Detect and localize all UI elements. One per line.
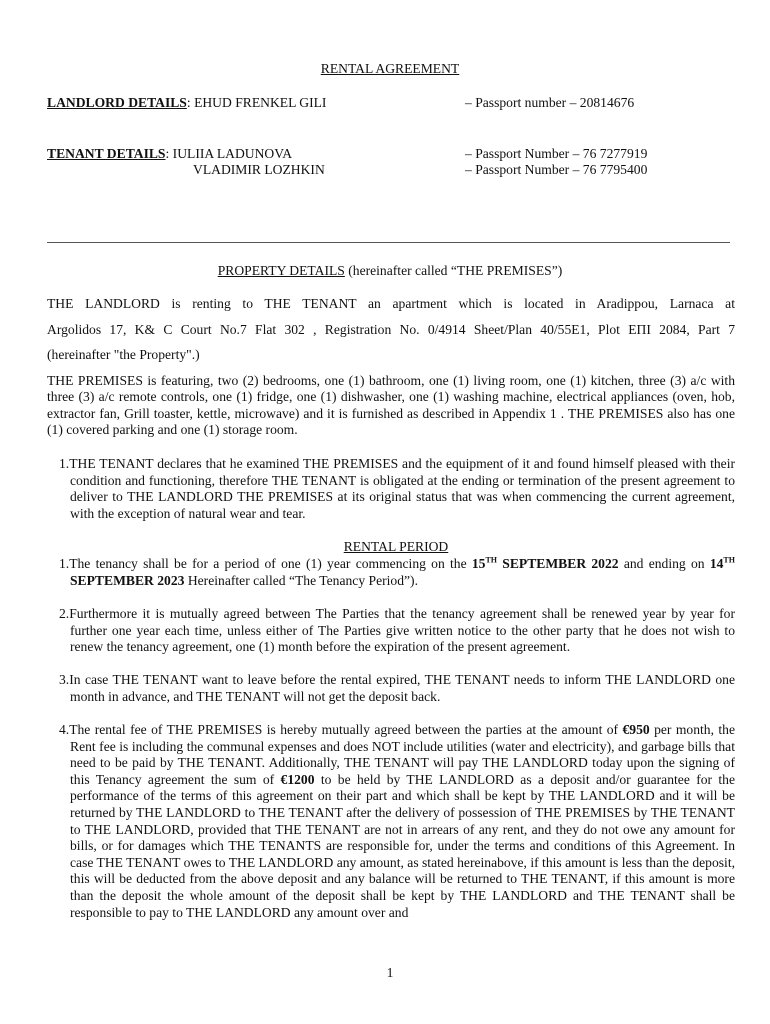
rental-period-heading: RENTAL PERIOD <box>343 539 449 554</box>
tenant-details <box>47 146 292 162</box>
horizontal-divider <box>47 242 730 243</box>
tenant-passport-2: – Passport Number – 76 7795400 <box>465 162 648 177</box>
rental-period-item-2: 2.Furthermore it is mutually agreed between The Parties that the tenancy agreement shall be renewed year by year for further one year each time, unless either of The Parties give written notice to the other party that he does not wish to renew the tenancy agreement, one (1) month before the expiration of the present agreement. <box>59 606 735 655</box>
tenant-name-2: VLADIMIR LOZHKIN <box>193 162 325 177</box>
tenant-colon: : <box>165 146 173 161</box>
property-heading-label: PROPERTY DETAILS <box>217 263 345 278</box>
landlord-details <box>47 95 326 111</box>
end-day-suffix: TH <box>723 555 735 565</box>
start-date <box>472 556 619 571</box>
tenant-passport-1: – Passport Number – 76 7277919 <box>465 146 648 161</box>
rent-amount: €950 <box>622 722 650 737</box>
landlord-name: EHUD FRENKEL GILI <box>194 95 327 110</box>
item1-text-pre: 1.The tenancy shall be for a period of one (1) year commencing on the <box>59 556 472 571</box>
property-line-1: THE LANDLORD is renting to THE TENANT an apartment which is located in Aradippou, Larnaca at <box>47 296 735 311</box>
deposit-amount: €1200 <box>280 771 315 787</box>
landlord-label: LANDLORD DETAILS <box>47 95 187 110</box>
end-month: SEPTEMBER 2023 <box>70 572 185 588</box>
page-number: 1 <box>386 965 394 980</box>
tenant-label: TENANT DETAILS <box>47 146 166 161</box>
property-line-2: Argolidos 17, K& C Court No.7 Flat 302 , Registration No. 0/4914 Sheet/Plan 40/55E1, Plot ΕΠΙ 2084, Part 7 <box>47 322 735 337</box>
property-line-3: (hereinafter "the Property".) <box>47 347 200 362</box>
start-month: SEPTEMBER 2022 <box>497 556 619 571</box>
item4-text-post: to be held by THE LANDLORD as a deposit and/or guarantee for the performance of the terms of this agreement on their part and which shall be kept by THE LANDLORD and it will be returned by THE LANDLORD to THE TENANT after the delivery of possession of THE PREMISES by THE TENANT to THE LANDLORD, provided that THE TENANT are not in arrears of any rent, and they do not owe any amount for bills, or for damages which THE TENANTS are responsible for, under the terms and conditions of this Agreement. In case THE TENANT owes to THE LANDLORD any amount, as stated hereinabove, if this amount is less than the deposit, this will be deducted from the above deposit and any balance will be returned to THE TENANT, if this amount is more than the deposit the whole amount of the deposit shall be kept by THE LANDLORD and THE TENANT shall be responsible to pay to THE LANDLORD any amount over and <box>70 771 736 920</box>
item1-text-post: Hereinafter called “The Tenancy Period”). <box>184 572 418 588</box>
item4-text-mid: per month, the Rent fee is including the communal expenses and does NOT include utilities (water and electricity), and garbage bills that need to be paid by THE TENANT. Additionally, THE TENANT will pay THE LANDLORD today upon the signing of this Tenancy agreement the sum of <box>70 722 735 787</box>
declaration-clause: 1.THE TENANT declares that he examined THE PREMISES and the equipment of it and found himself pleased with their condition and functioning, therefore THE TENANT is obligated at the ending or termination of the present agreement to deliver to THE LANDLORD THE PREMISES at its original status that was when commencing the current agreement, with the exception of natural wear and tear. <box>59 456 735 521</box>
item1-text-mid: and ending on <box>618 556 710 571</box>
item4-text-pre: 4.The rental fee of THE PREMISES is hereby mutually agreed between the parties at the amount of <box>59 722 623 737</box>
landlord-colon: : <box>186 95 195 110</box>
start-day: 15 <box>471 556 486 571</box>
landlord-passport: – Passport number – 20814676 <box>465 95 635 110</box>
tenant-name-1: IULIIA LADUNOVA <box>172 146 293 161</box>
property-heading <box>0 263 770 279</box>
rental-period-item-4 <box>59 722 735 921</box>
property-heading-suffix: (hereinafter called “THE PREMISES”) <box>344 263 563 278</box>
document-title: RENTAL AGREEMENT <box>320 61 460 76</box>
end-day: 14 <box>709 556 724 571</box>
property-features: THE PREMISES is featuring, two (2) bedrooms, one (1) bathroom, one (1) living room, one (1) kitchen, three (3) a/c with three (3) a/c remote controls, one (1) fridge, one (1) dishwasher, one (1) washing machine, electrical appliances (oven, hob, extractor fan, Grill toaster, kettle, microwave) and it is furnished as described in Appendix 1 . THE PREMISES also has one (1) covered parking and one (1) storage room. <box>47 373 735 438</box>
rental-period-item-1 <box>59 556 735 589</box>
start-day-suffix: TH <box>485 555 498 565</box>
rental-period-item-3: 3.In case THE TENANT want to leave before the rental expired, THE TENANT needs to inform THE LANDLORD one month in advance, and THE TENANT will not get the deposit back. <box>59 672 735 704</box>
